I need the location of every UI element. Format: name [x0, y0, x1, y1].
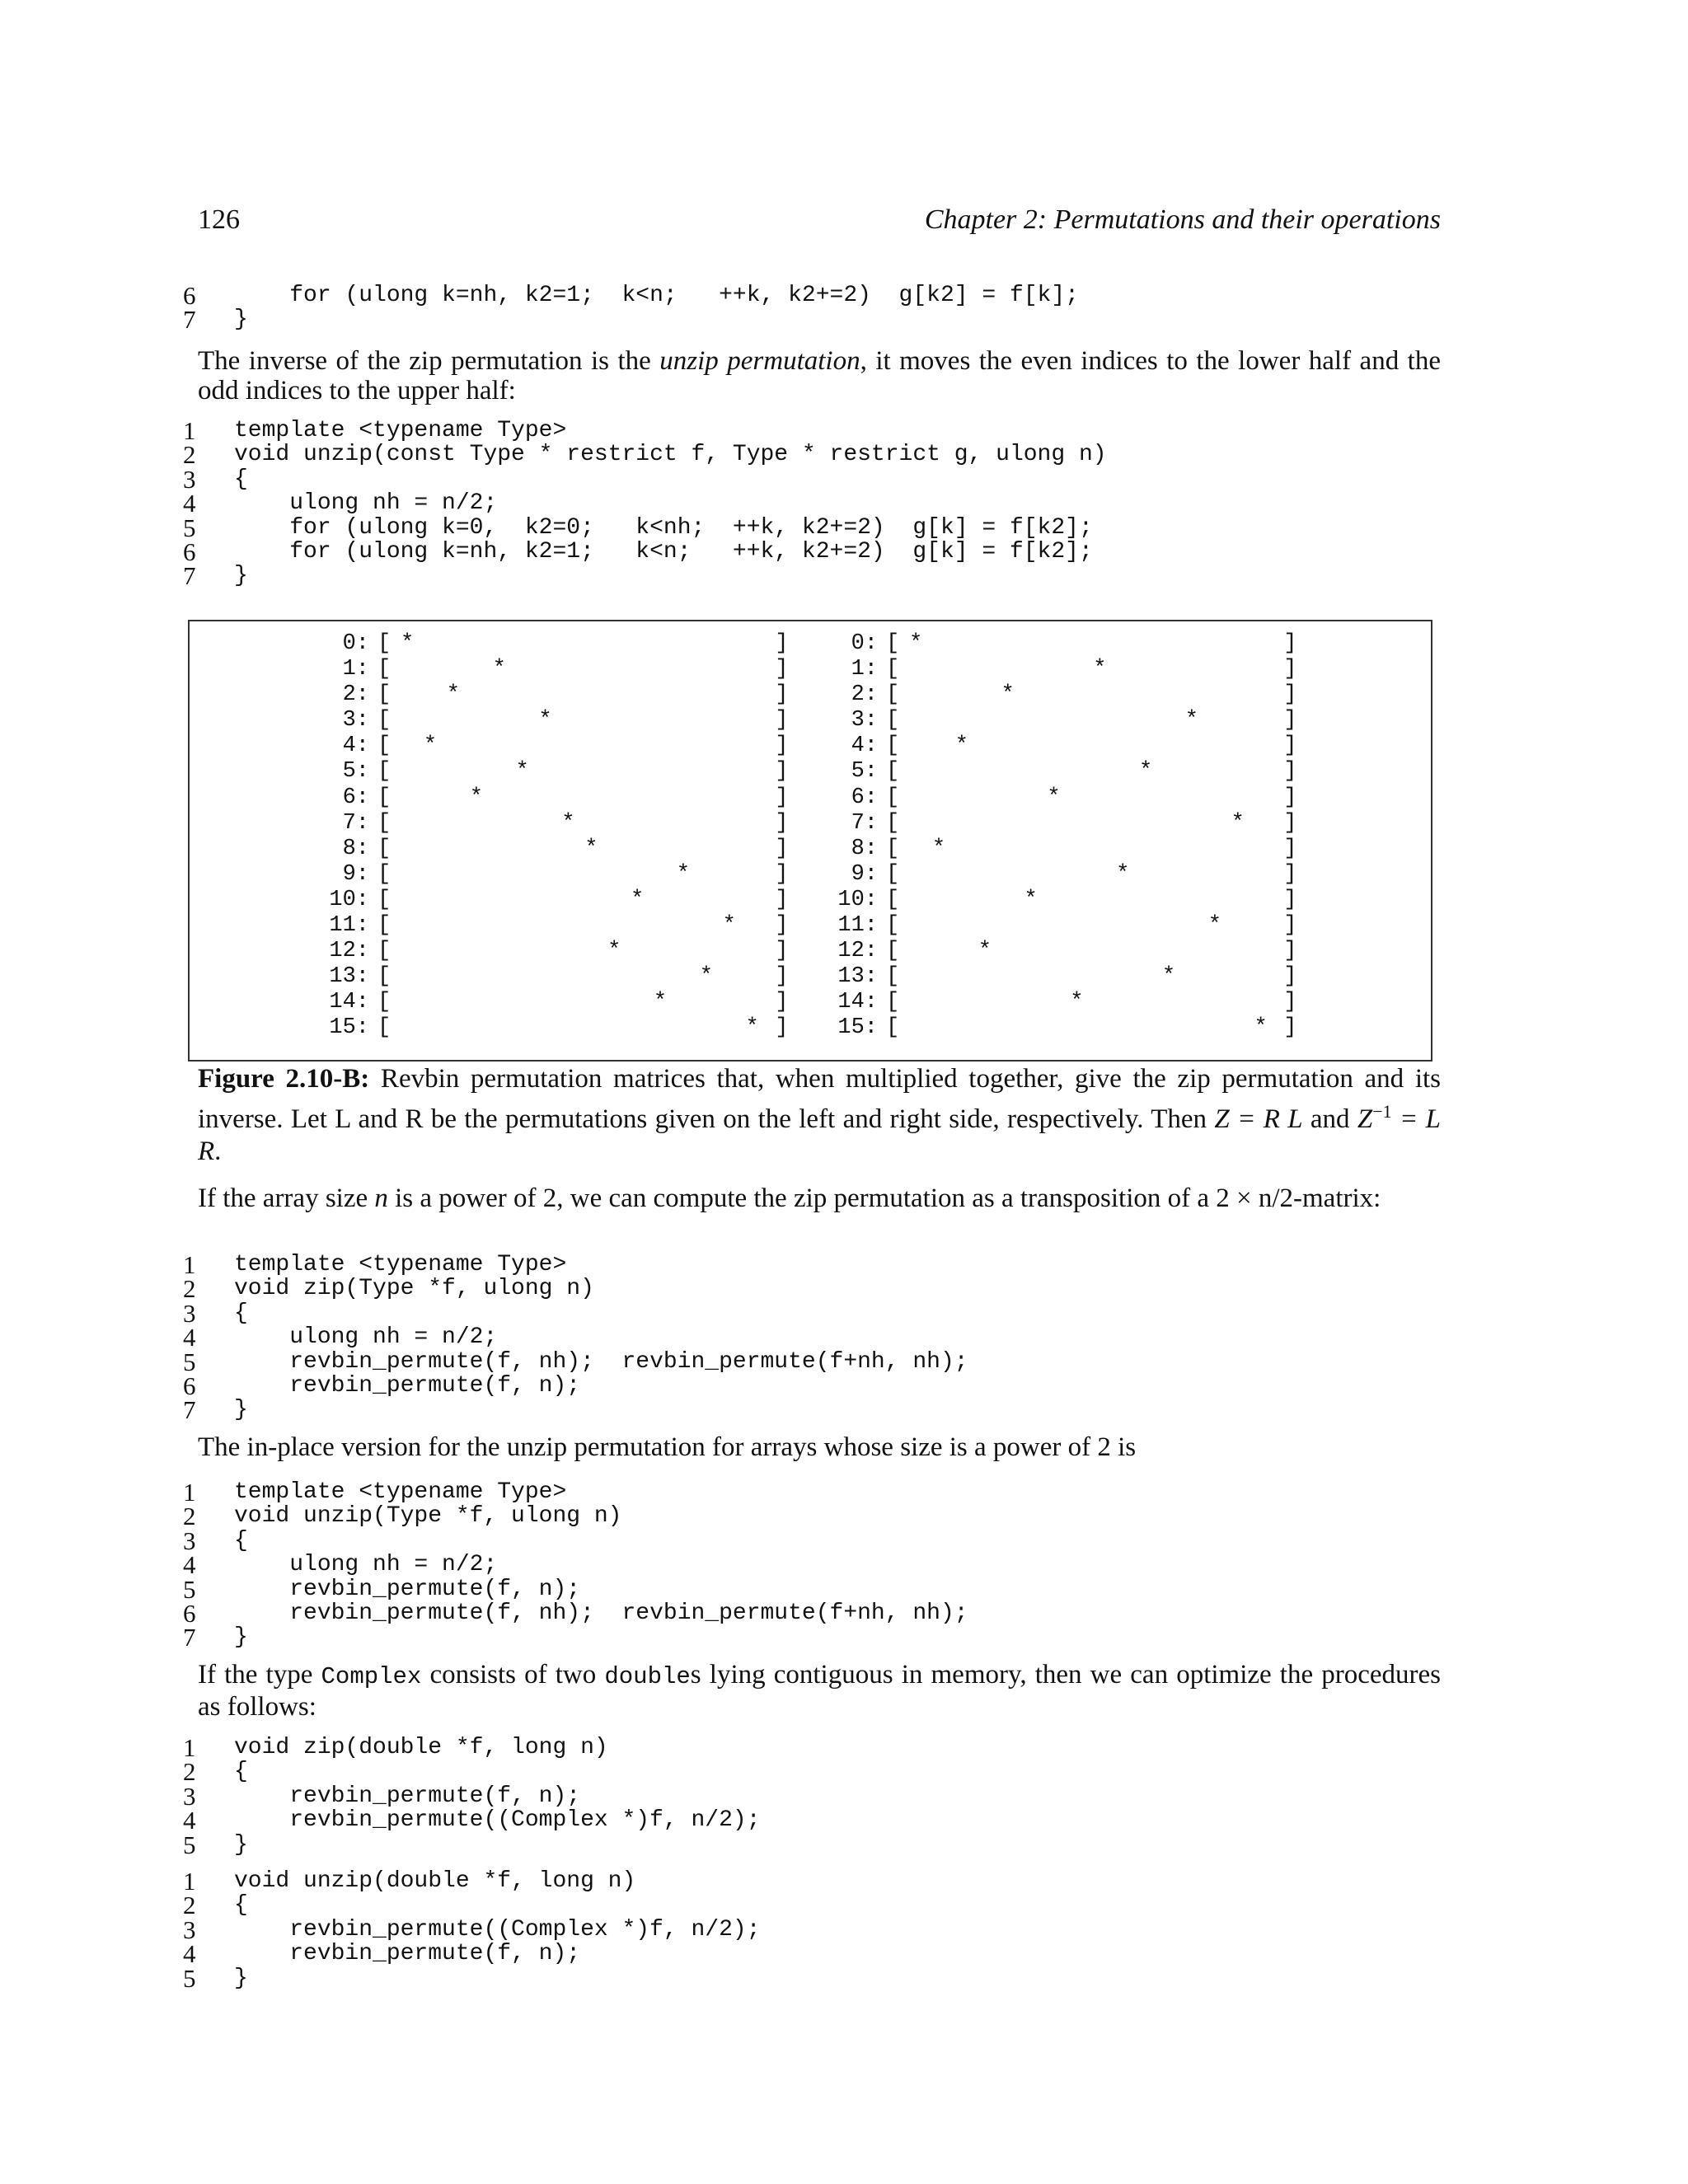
matrix-row	[828, 939, 1297, 964]
code-line	[183, 1757, 761, 1787]
caption-text: and	[1302, 1104, 1357, 1134]
paragraph-text: If the type	[198, 1660, 321, 1690]
left-bracket: [	[377, 733, 392, 759]
left-bracket: [	[886, 682, 900, 708]
code-line	[183, 1574, 968, 1604]
line-number: 3	[183, 1298, 196, 1328]
code-text: void unzip(const Type * restrict f, Type * restrict g, ulong n)	[234, 442, 1107, 468]
right-bracket: ]	[1283, 682, 1297, 708]
row-index-label: 3:	[851, 708, 878, 733]
code-line	[183, 537, 1107, 566]
matrix-row	[828, 682, 1297, 708]
code-listing-zip-end	[183, 281, 1079, 335]
matrix-row	[320, 913, 789, 939]
matrix-row	[320, 657, 789, 682]
right-bracket: ]	[775, 1015, 789, 1041]
matrix-row	[320, 785, 789, 811]
code-text: {	[234, 1300, 248, 1326]
code-line	[183, 1502, 968, 1531]
code-line	[183, 1250, 968, 1279]
left-bracket: [	[886, 657, 900, 682]
code-text: revbin_permute(f, n);	[234, 1941, 581, 1967]
left-bracket: [	[886, 964, 900, 990]
row-index-label: 5:	[342, 759, 369, 785]
line-number: 7	[183, 305, 196, 335]
line-number: 1	[183, 1478, 196, 1507]
code-text: ulong nh = n/2;	[234, 1552, 498, 1578]
code-line	[183, 1598, 968, 1628]
matrix-row	[828, 708, 1297, 733]
right-bracket: ]	[775, 939, 789, 964]
matrix-row	[828, 733, 1297, 759]
code-line	[183, 1939, 761, 1969]
code-text: void unzip(Type *f, ulong n)	[234, 1503, 622, 1530]
code-line	[183, 1781, 761, 1811]
row-index-label: 11:	[837, 913, 878, 939]
matrix-row	[320, 939, 789, 964]
row-index-label: 8:	[851, 836, 878, 861]
code-line	[183, 1395, 968, 1425]
right-bracket: ]	[1283, 1015, 1297, 1041]
matrix-entry-star: *	[931, 836, 946, 861]
code-text: revbin_permute((Complex *)f, n/2);	[234, 1916, 761, 1943]
row-index-label: 13:	[329, 964, 369, 990]
row-index-label: 12:	[837, 939, 878, 964]
matrix-row	[320, 708, 789, 733]
right-bracket: ]	[1283, 887, 1297, 912]
matrix-entry-star: *	[653, 990, 668, 1015]
code-line	[183, 1963, 761, 1993]
row-index-label: 15:	[837, 1015, 878, 1041]
equation-lr: = L R	[198, 1104, 1441, 1166]
code-text: ulong nh = n/2;	[234, 1324, 498, 1351]
left-bracket: [	[377, 1015, 392, 1041]
line-number: 6	[183, 1598, 196, 1628]
matrix-row	[828, 759, 1297, 785]
left-bracket: [	[886, 990, 900, 1015]
right-bracket: ]	[1283, 939, 1297, 964]
line-number: 4	[183, 1323, 196, 1352]
code-line	[183, 1806, 761, 1835]
matrix-row	[320, 836, 789, 862]
code-line	[183, 1323, 968, 1352]
left-bracket: [	[886, 759, 900, 785]
code-line	[183, 464, 1107, 494]
line-number: 6	[183, 1371, 196, 1400]
left-bracket: [	[886, 810, 900, 836]
left-bracket: [	[886, 708, 900, 733]
code-text: for (ulong k=nh, k2=1; k<n; ++k, k2+=2) g[k] = f[k2];	[234, 538, 1093, 565]
matrix-entry-star: *	[446, 682, 460, 708]
superscript-inverse: −1	[1372, 1101, 1392, 1122]
matrix-entry-star: *	[722, 913, 736, 939]
permutation-matrix-right	[828, 631, 1297, 1042]
code-text: }	[234, 1831, 248, 1858]
matrix-row	[828, 861, 1297, 888]
code-line	[183, 440, 1107, 470]
line-number: 1	[183, 1250, 196, 1279]
type-double: double	[604, 1663, 691, 1690]
right-bracket: ]	[1283, 990, 1297, 1015]
row-index-label: 2:	[851, 682, 878, 708]
code-line	[183, 1550, 968, 1580]
code-line	[183, 416, 1107, 445]
line-number: 7	[183, 1623, 196, 1652]
code-text: template <typename Type>	[234, 418, 567, 443]
equation-z: Z = R L	[1214, 1104, 1303, 1134]
right-bracket: ]	[775, 785, 789, 810]
matrix-entry-star: *	[1116, 861, 1130, 887]
permutation-matrix-left	[320, 631, 789, 1042]
line-number: 2	[183, 440, 196, 470]
code-text: }	[234, 1397, 248, 1423]
paragraph-complex-optimization	[198, 1660, 1441, 1722]
figure-label: Figure 2.10-B:	[198, 1064, 370, 1094]
matrix-entry-star: *	[631, 887, 645, 912]
left-bracket: [	[886, 861, 900, 887]
right-bracket: ]	[1283, 810, 1297, 836]
code-text: revbin_permute(f, n);	[234, 1783, 581, 1809]
line-number: 1	[183, 1867, 196, 1896]
left-bracket: [	[377, 887, 392, 912]
left-bracket: [	[886, 939, 900, 964]
line-number: 2	[183, 1757, 196, 1787]
line-number: 1	[183, 1733, 196, 1762]
page-number: 126	[198, 204, 240, 235]
code-text: revbin_permute((Complex *)f, n/2);	[234, 1807, 761, 1834]
matrix-entry-star: *	[401, 631, 415, 656]
left-bracket: [	[377, 836, 392, 861]
variable-n: n	[374, 1183, 388, 1213]
matrix-entry-star: *	[954, 733, 968, 759]
row-index-label: 10:	[837, 887, 878, 912]
row-index-label: 6:	[342, 785, 369, 810]
left-bracket: [	[377, 964, 392, 990]
row-index-label: 0:	[342, 631, 369, 656]
paragraph-text: s lying contiguous in memory, then we can optimize the procedures as follows:	[198, 1660, 1442, 1722]
matrix-row	[828, 990, 1297, 1015]
code-line	[183, 1526, 968, 1555]
code-text: }	[234, 1965, 248, 1991]
right-bracket: ]	[1283, 861, 1297, 887]
matrix-row	[320, 682, 789, 708]
row-index-label: 9:	[851, 861, 878, 887]
matrix-entry-star: *	[699, 964, 713, 990]
code-line	[183, 1915, 761, 1944]
matrix-entry-star: *	[1093, 657, 1107, 682]
right-bracket: ]	[1283, 631, 1297, 656]
right-bracket: ]	[775, 990, 789, 1015]
row-index-label: 13:	[837, 964, 878, 990]
left-bracket: [	[377, 785, 392, 810]
line-number: 4	[183, 1939, 196, 1969]
row-index-label: 12:	[329, 939, 369, 964]
code-text: {	[234, 466, 248, 492]
line-number: 3	[183, 1781, 196, 1811]
row-index-label: 1:	[342, 657, 369, 682]
left-bracket: [	[886, 1015, 900, 1041]
line-number: 7	[183, 1395, 196, 1425]
code-text: template <typename Type>	[234, 1252, 567, 1277]
right-bracket: ]	[775, 810, 789, 836]
row-index-label: 0:	[851, 631, 878, 656]
caption-text: .	[214, 1137, 222, 1166]
matrix-entry-star: *	[1047, 785, 1061, 810]
matrix-entry-star: *	[1254, 1015, 1268, 1041]
code-line	[183, 281, 1079, 310]
right-bracket: ]	[1283, 913, 1297, 939]
matrix-entry-star: *	[584, 836, 598, 861]
row-index-label: 14:	[329, 990, 369, 1015]
row-index-label: 5:	[851, 759, 878, 785]
row-index-label: 8:	[342, 836, 369, 861]
matrix-entry-star: *	[1161, 964, 1176, 990]
matrix-entry-star: *	[1001, 682, 1015, 708]
line-number: 5	[183, 1574, 196, 1604]
right-bracket: ]	[1283, 964, 1297, 990]
right-bracket: ]	[775, 836, 789, 861]
left-bracket: [	[377, 990, 392, 1015]
code-line	[183, 513, 1107, 542]
code-line	[183, 1830, 761, 1859]
code-text: void unzip(double *f, long n)	[234, 1868, 636, 1894]
line-number: 4	[183, 1550, 196, 1580]
left-bracket: [	[377, 657, 392, 682]
code-text: {	[234, 1527, 248, 1554]
right-bracket: ]	[775, 759, 789, 785]
matrix-entry-star: *	[978, 939, 992, 964]
row-index-label: 7:	[342, 810, 369, 836]
line-number: 4	[183, 489, 196, 518]
code-text: void zip(double *f, long n)	[234, 1735, 608, 1760]
line-number: 5	[183, 1830, 196, 1859]
paragraph-unzip-inplace: The in-place version for the unzip permutation for arrays whose size is a power of 2 is	[198, 1432, 1137, 1462]
matrix-entry-star: *	[1184, 708, 1198, 733]
code-text: revbin_permute(f, n);	[234, 1372, 581, 1399]
code-listing-unzip-double	[183, 1867, 761, 1993]
left-bracket: [	[377, 759, 392, 785]
line-number: 2	[183, 1502, 196, 1531]
left-bracket: [	[886, 887, 900, 912]
matrix-entry-star: *	[676, 861, 690, 887]
running-head: Chapter 2: Permutations and their operations	[924, 204, 1441, 235]
right-bracket: ]	[775, 657, 789, 682]
figure-revbin-matrices	[188, 620, 1432, 1062]
matrix-entry-star: *	[1070, 990, 1084, 1015]
paragraph-unzip-intro	[198, 346, 1441, 405]
matrix-row	[828, 887, 1297, 913]
matrix-entry-star: *	[1207, 913, 1221, 939]
matrix-row	[320, 990, 789, 1015]
right-bracket: ]	[775, 682, 789, 708]
code-line	[183, 489, 1107, 518]
matrix-row	[320, 887, 789, 913]
right-bracket: ]	[1283, 785, 1297, 810]
code-line	[183, 1274, 968, 1304]
left-bracket: [	[886, 733, 900, 759]
right-bracket: ]	[1283, 836, 1297, 861]
code-text: ulong nh = n/2;	[234, 490, 498, 517]
code-text: {	[234, 1759, 248, 1785]
code-text: }	[234, 1624, 248, 1651]
left-bracket: [	[886, 631, 900, 656]
term-unzip-permutation: unzip permutation	[659, 346, 860, 376]
row-index-label: 3:	[342, 708, 369, 733]
right-bracket: ]	[1283, 657, 1297, 682]
matrix-row	[320, 964, 789, 990]
left-bracket: [	[377, 939, 392, 964]
figure-caption	[198, 1063, 1441, 1168]
matrix-row	[828, 913, 1297, 939]
code-text: revbin_permute(f, nh); revbin_permute(f+nh, nh);	[234, 1348, 968, 1375]
code-text: void zip(Type *f, ulong n)	[234, 1276, 594, 1302]
line-number: 3	[183, 464, 196, 494]
line-number: 7	[183, 561, 196, 591]
paragraph-text: If the array size	[198, 1183, 375, 1213]
code-line	[183, 1347, 968, 1376]
matrix-row	[828, 810, 1297, 837]
matrix-entry-star: *	[1231, 810, 1245, 836]
code-text: }	[234, 563, 248, 589]
right-bracket: ]	[775, 631, 789, 656]
code-line	[183, 561, 1107, 591]
code-listing-unzip-generic	[183, 416, 1107, 591]
matrix-entry-star: *	[469, 785, 483, 810]
code-line	[183, 1623, 968, 1652]
right-bracket: ]	[775, 964, 789, 990]
code-line	[183, 1891, 761, 1920]
right-bracket: ]	[775, 733, 789, 759]
right-bracket: ]	[775, 913, 789, 939]
matrix-row	[320, 1015, 789, 1041]
line-number: 5	[183, 513, 196, 542]
matrix-entry-star: *	[745, 1015, 759, 1041]
left-bracket: [	[377, 631, 392, 656]
matrix-row	[828, 964, 1297, 990]
left-bracket: [	[377, 682, 392, 708]
code-line	[183, 1867, 761, 1896]
left-bracket: [	[886, 836, 900, 861]
left-bracket: [	[377, 708, 392, 733]
code-text: for (ulong k=0, k2=0; k<nh; ++k, k2+=2) g[k] = f[k2];	[234, 514, 1093, 541]
code-line	[183, 1733, 761, 1762]
row-index-label: 10:	[329, 887, 369, 912]
row-index-label: 4:	[851, 733, 878, 759]
matrix-entry-star: *	[492, 657, 506, 682]
line-number: 5	[183, 1347, 196, 1376]
line-number: 2	[183, 1274, 196, 1304]
matrix-entry-star: *	[515, 759, 529, 785]
code-text: {	[234, 1892, 248, 1919]
code-line	[183, 305, 1079, 335]
matrix-entry-star: *	[909, 631, 923, 656]
matrix-entry-star: *	[1024, 887, 1038, 912]
code-text: for (ulong k=nh, k2=1; k<n; ++k, k2+=2) g[k2] = f[k];	[234, 283, 1079, 308]
left-bracket: [	[377, 913, 392, 939]
row-index-label: 7:	[851, 810, 878, 836]
right-bracket: ]	[775, 861, 789, 887]
line-number: 4	[183, 1806, 196, 1835]
matrix-row	[320, 759, 789, 785]
code-line	[183, 1298, 968, 1328]
right-bracket: ]	[775, 887, 789, 912]
matrix-row	[320, 810, 789, 837]
matrix-row	[320, 861, 789, 888]
matrix-row	[320, 631, 789, 657]
left-bracket: [	[886, 785, 900, 810]
row-index-label: 4:	[342, 733, 369, 759]
type-complex: Complex	[321, 1663, 422, 1690]
line-number: 6	[183, 537, 196, 566]
code-listing-zip-double	[183, 1733, 761, 1859]
matrix-entry-star: *	[423, 733, 438, 759]
matrix-row	[828, 785, 1297, 811]
matrix-row	[828, 1015, 1297, 1041]
line-number: 6	[183, 281, 196, 310]
row-index-label: 1:	[851, 657, 878, 682]
matrix-row	[320, 733, 789, 759]
caption-text: Revbin permutation matrices that, when multiplied together, give the zip permutation and its inverse. Let L and R be the permutations given on the left and right side, respectively. Then	[198, 1064, 1441, 1134]
code-text: revbin_permute(f, n);	[234, 1576, 581, 1602]
left-bracket: [	[377, 810, 392, 836]
right-bracket: ]	[1283, 733, 1297, 759]
matrix-row	[828, 631, 1297, 657]
row-index-label: 11:	[329, 913, 369, 939]
right-bracket: ]	[1283, 759, 1297, 785]
row-index-label: 2:	[342, 682, 369, 708]
code-listing-zip-inplace	[183, 1250, 968, 1425]
row-index-label: 14:	[837, 990, 878, 1015]
line-number: 3	[183, 1526, 196, 1555]
matrix-entry-star: *	[607, 939, 621, 964]
right-bracket: ]	[775, 708, 789, 733]
left-bracket: [	[377, 861, 392, 887]
matrix-entry-star: *	[538, 708, 552, 733]
row-index-label: 6:	[851, 785, 878, 810]
row-index-label: 9:	[342, 861, 369, 887]
line-number: 5	[183, 1963, 196, 1993]
code-line	[183, 1371, 968, 1400]
line-number: 2	[183, 1891, 196, 1920]
right-bracket: ]	[1283, 708, 1297, 733]
equation-z-inverse: Z	[1357, 1104, 1373, 1134]
paragraph-zip-transposition	[198, 1183, 1441, 1213]
matrix-row	[828, 836, 1297, 862]
code-text: revbin_permute(f, nh); revbin_permute(f+nh, nh);	[234, 1600, 968, 1626]
paragraph-text: is a power of 2, we can compute the zip permutation as a transposition of a 2 × n/2-matrix:	[387, 1183, 1381, 1213]
matrix-row	[828, 657, 1297, 682]
code-line	[183, 1478, 968, 1507]
line-number: 1	[183, 416, 196, 445]
code-listing-unzip-inplace	[183, 1480, 968, 1650]
row-index-label: 15:	[329, 1015, 369, 1041]
code-text: }	[234, 307, 248, 333]
paragraph-text: consists of two	[421, 1660, 605, 1690]
line-number: 3	[183, 1915, 196, 1944]
matrix-entry-star: *	[1139, 759, 1153, 785]
paragraph-text: The inverse of the zip permutation is the	[198, 346, 660, 376]
paragraph-text: , it moves the even indices to the lower half and the odd indices to the upper half:	[198, 346, 1441, 405]
code-text: template <typename Type>	[234, 1479, 567, 1505]
matrix-entry-star: *	[561, 810, 575, 836]
left-bracket: [	[886, 913, 900, 939]
